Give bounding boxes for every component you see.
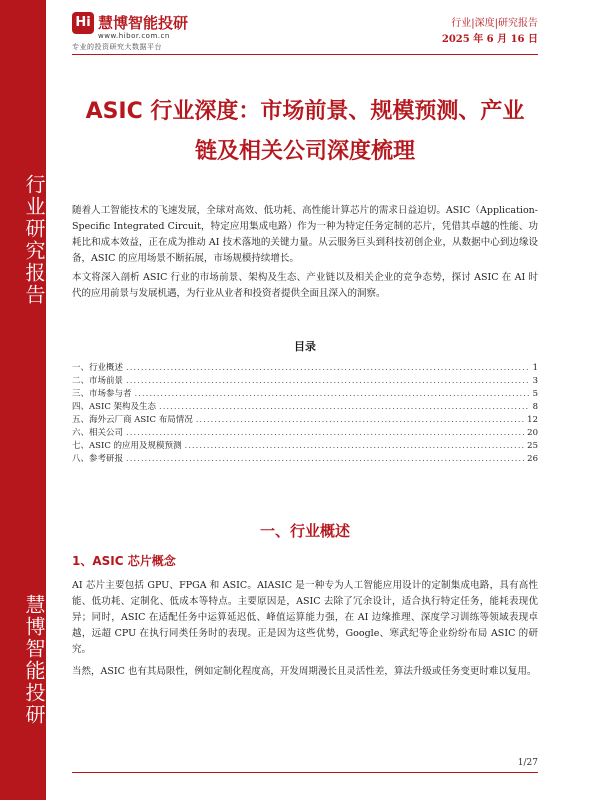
sidebar-bottom-label: 慧博智能投研 [22,594,46,726]
toc-entry-page: 25 [527,441,538,451]
toc-entry-label: 三、市场参与者 [72,389,132,399]
intro-paragraph-1: 随着人工智能技术的飞速发展，全球对高效、低功耗、高性能计算芯片的需求日益迫切。ASIC（Application-Specific Integrated Circuit，特定应用集成电路）作为一种为特定任务定制的芯片，凭借其卓越的性能、功耗比和成本效益，正在成为推动 AI 技术落地的关键力量。从云服务巨头到科技初创企业，从数据中心到边缘设备，ASIC 的应用场景不断拓展，市场规模持续增长。 [72,205,538,264]
footer-divider [72,772,538,773]
logo-icon: Hi [72,12,94,34]
toc-entry[interactable] [72,440,538,453]
page-number: 1/27 [517,758,538,768]
toc-entry-label: 四、ASIC 架构及生态 [72,402,157,412]
toc-entry-page: 12 [527,415,538,425]
intro-paragraph-2: 本文将深入剖析 ASIC 行业的市场前景、架构及生态、产业链以及相关企业的竞争态势，探讨 ASIC 在 AI 时代的应用前景与发展机遇，为行业从业者和投资者提供全面且深入的洞察。 [72,272,538,299]
table-of-contents [72,362,538,466]
toc-leader [196,414,524,427]
toc-leader [126,453,524,466]
sidebar-top-label: 行业研究报告 [22,174,46,306]
toc-entry[interactable] [72,401,538,414]
toc-entry[interactable] [72,388,538,401]
side-band [0,0,46,800]
report-category: 行业|深度|研究报告 [451,18,538,29]
header-meta [442,16,538,48]
toc-leader [135,388,530,401]
toc-entry-label: 六、相关公司 [72,428,124,438]
section-heading: 一、行业概述 [259,522,350,540]
toc-entry-page: 3 [532,376,538,386]
toc-leader [126,427,524,440]
toc-entry-page: 8 [532,402,538,412]
body-paragraph-2: 当然，ASIC 也有其局限性，例如定制化程度高，开发周期漫长且灵活性差，算法升级或任务变更时难以复用。 [72,666,537,677]
toc-entry[interactable] [72,375,538,388]
toc-entry-label: 五、海外云厂商 ASIC 布局情况 [72,415,193,425]
toc-entry[interactable] [72,427,538,440]
toc-leader [126,362,530,375]
logo-url: www.hibor.com.cn [98,32,170,40]
report-date: 2025 年 6 月 16 日 [441,34,538,45]
logo-name: 慧博智能投研 [98,14,189,32]
toc-leader [185,440,525,453]
toc-entry[interactable] [72,414,538,427]
toc-entry-label: 七、ASIC 的应用及规模预测 [72,441,182,451]
toc-entry-page: 5 [532,389,538,399]
toc-entry-page: 20 [527,428,538,438]
header-divider [72,54,538,55]
subsection-heading: 1、ASIC 芯片概念 [72,554,176,568]
toc-entry-label: 八、参考研报 [72,454,124,464]
toc-entry[interactable] [72,453,538,466]
body-paragraph-1: AI 芯片主要包括 GPU、FPGA 和 ASIC。AIASIC 是一种专为人工智能应用设计的定制集成电路，具有高性能、低功耗、定制化、低成本等特点。主要原因是，ASIC 去除了冗余设计，适合执行特定任务，能耗表现优异；同时，ASIC 在适配任务中运算延迟低、峰值运算能力强，在 AI 边缘推理、深度学习训练等领域表现卓越，远超 CPU 在执行同类任务时的表现。正是因为这些优势，Google、寒武纪等企业纷纷布局 ASIC 的研究。 [72,580,538,655]
toc-entry-label: 二、市场前景 [72,376,124,386]
toc-entry-label: 一、行业概述 [72,363,124,373]
logo-slogan: 专业的投资研究大数据平台 [72,43,162,51]
toc-leader [126,375,530,388]
title-line-2: 链及相关公司深度梳理 [194,139,415,164]
toc-entry-page: 26 [527,454,538,464]
toc-leader [159,401,530,414]
toc-entry[interactable] [72,362,538,375]
logo [72,12,272,52]
document-title [72,92,538,172]
toc-entry-page: 1 [532,363,538,373]
toc-title: 目录 [294,340,316,353]
title-line-1: ASIC 行业深度：市场前景、规模预测、产业 [85,99,525,124]
